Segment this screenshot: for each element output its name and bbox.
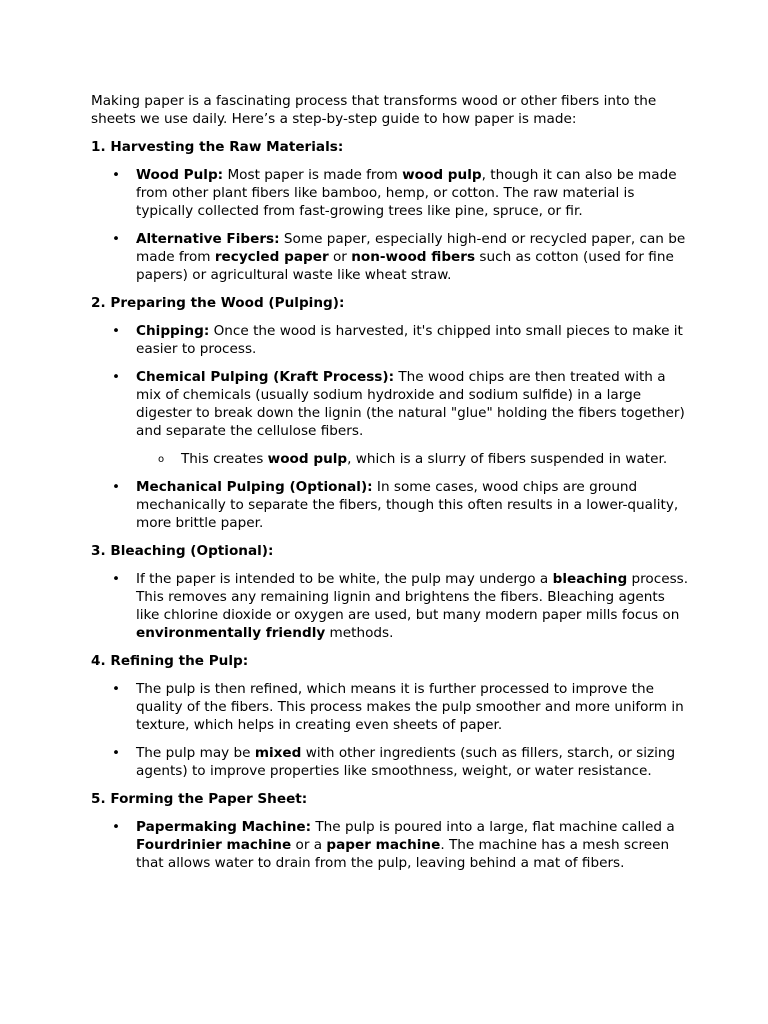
section-heading: 2. Preparing the Wood (Pulping): <box>91 295 345 311</box>
bullet-list <box>91 680 691 780</box>
item-text: If the paper is intended to be white, the pulp may undergo a <box>136 571 553 587</box>
item-emphasis: mixed <box>254 745 302 761</box>
item-emphasis: recycled paper <box>214 249 329 265</box>
item-text: In some cases, wood chips are ground mechanically to separate the fibers, though this often results in a lower-quality, more brittle paper. <box>136 479 679 531</box>
section-heading: 5. Forming the Paper Sheet: <box>91 791 308 807</box>
list-item <box>91 230 691 284</box>
item-text: with other ingredients (such as fillers, starch, or sizing agents) to improve properties like smoothness, weight, or water resistance. <box>136 745 676 779</box>
item-lead: Alternative Fibers: <box>136 231 280 247</box>
item-text: process. This removes any remaining lignin and brightens the fibers. Bleaching agents like chlorine dioxide or oxygen are used, but many modern paper mills focus on <box>136 571 689 623</box>
item-text: . The machine has a mesh screen that allows water to drain from the pulp, leaving behind a mat of fibers. <box>136 837 670 871</box>
sub-list-item <box>136 450 691 468</box>
bullet-list <box>91 166 691 284</box>
item-lead: Papermaking Machine: <box>136 819 312 835</box>
section-heading: 1. Harvesting the Raw Materials: <box>91 139 344 155</box>
item-emphasis: paper machine <box>326 837 441 853</box>
item-emphasis: wood pulp <box>402 167 482 183</box>
intro-paragraph: Making paper is a fascinating process that transforms wood or other fibers into the sheets we use daily. Here’s a step-by-step guide to how paper is made: <box>91 93 657 127</box>
bullet-list <box>91 818 691 872</box>
item-emphasis: bleaching <box>552 571 628 587</box>
list-item <box>91 322 691 358</box>
item-text: This creates <box>181 451 268 467</box>
list-item <box>91 744 691 780</box>
item-text: The pulp is then refined, which means it is further processed to improve the quality of the fibers. This process makes the pulp smoother and more uniform in texture, which helps in creating even sheets of paper. <box>136 681 684 733</box>
item-text: , though it can also be made from other plant fibers like bamboo, hemp, or cotton. The raw material is typically collected from fast-growing trees like pine, spruce, or fir. <box>136 167 677 219</box>
item-lead: Wood Pulp: <box>136 167 224 183</box>
list-item <box>91 368 691 468</box>
item-emphasis: non-wood fibers <box>351 249 476 265</box>
list-item <box>91 166 691 220</box>
item-text: or a <box>291 837 327 853</box>
item-text: Once the wood is harvested, it's chipped into small pieces to make it easier to process. <box>136 323 683 357</box>
item-emphasis: environmentally friendly <box>136 625 326 641</box>
list-item <box>91 818 691 872</box>
item-lead: Chemical Pulping (Kraft Process): <box>136 369 395 385</box>
bullet-list <box>91 570 691 642</box>
item-text: The wood chips are then treated with a mix of chemicals (usually sodium hydroxide and sodium sulfide) in a large digester to break down the lignin (the natural "glue" holding the fibers together) and separate the cellulose fibers. <box>136 369 685 439</box>
item-emphasis: Fourdrinier machine <box>136 837 292 853</box>
sub-bullet-list <box>136 450 691 468</box>
section-heading: 4. Refining the Pulp: <box>91 653 249 669</box>
list-item <box>91 478 691 532</box>
item-text: The pulp is poured into a large, flat machine called a <box>311 819 675 835</box>
item-lead: Mechanical Pulping (Optional): <box>136 479 373 495</box>
item-text: , which is a slurry of fibers suspended in water. <box>347 451 668 467</box>
item-text: Most paper is made from <box>223 167 403 183</box>
document-page <box>91 92 691 882</box>
section-heading: 3. Bleaching (Optional): <box>91 543 274 559</box>
list-item <box>91 570 691 642</box>
item-text: methods. <box>325 625 394 641</box>
item-emphasis: wood pulp <box>267 451 348 467</box>
item-text: such as cotton (used for fine papers) or agricultural waste like wheat straw. <box>136 249 674 283</box>
item-text: or <box>328 249 352 265</box>
item-text: Some paper, especially high-end or recycled paper, can be made from <box>136 231 686 265</box>
item-text: The pulp may be <box>136 745 255 761</box>
bullet-list <box>91 322 691 532</box>
item-lead: Chipping: <box>136 323 210 339</box>
list-item <box>91 680 691 734</box>
